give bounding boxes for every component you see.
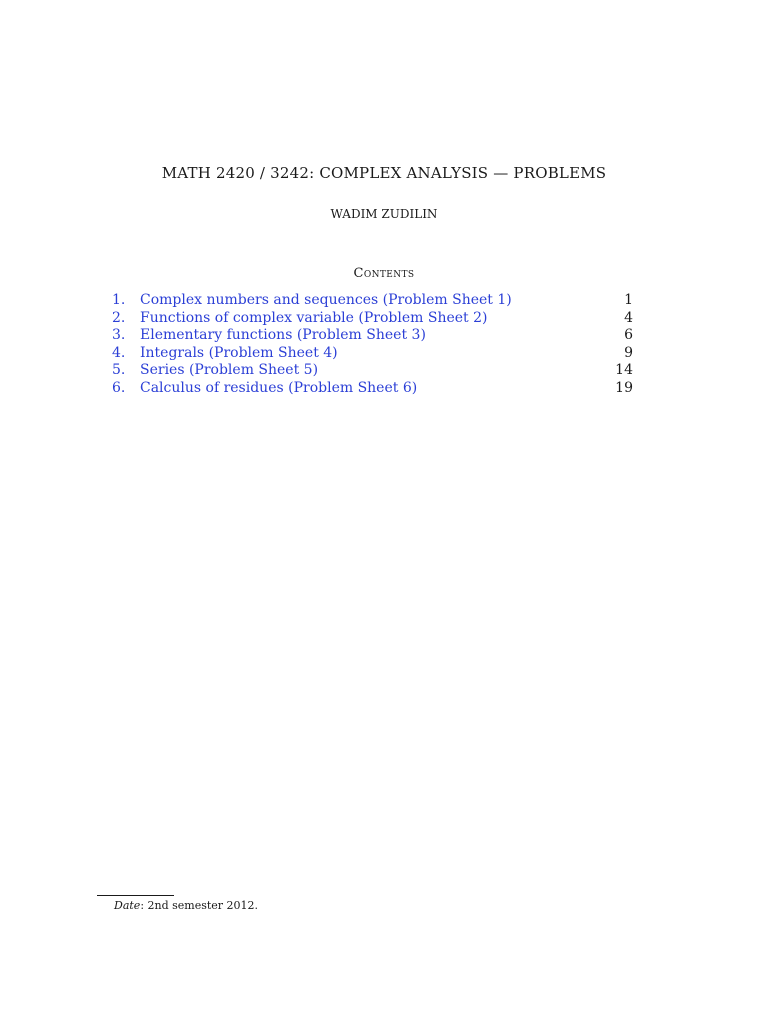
toc-entry-link[interactable]: Integrals (Problem Sheet 4): [140, 344, 338, 361]
toc-entry-page: 19: [615, 379, 633, 396]
toc-entry-number: 3.: [112, 327, 126, 344]
document-author: WADIM ZUDILIN: [330, 207, 438, 221]
toc-entry-page: 9: [624, 344, 633, 361]
footnote-divider: [97, 895, 174, 896]
toc-entry-1[interactable]: [112, 292, 633, 310]
table-of-contents: [112, 292, 633, 398]
toc-entry-4[interactable]: [112, 345, 633, 363]
toc-entry-page: 1: [624, 292, 633, 308]
toc-entry-page: 4: [624, 309, 633, 326]
toc-entry-link[interactable]: Functions of complex variable (Problem Sheet 2): [140, 309, 488, 326]
toc-entry-number: 2.: [112, 309, 126, 326]
toc-entry-link[interactable]: Elementary functions (Problem Sheet 3): [140, 327, 426, 344]
footnote-label: Date: [114, 899, 141, 912]
toc-entry-link[interactable]: Complex numbers and sequences (Problem Sheet 1): [140, 292, 512, 308]
toc-entry-link[interactable]: Calculus of residues (Problem Sheet 6): [140, 379, 418, 396]
toc-entry-2[interactable]: [112, 310, 633, 328]
toc-entry-number: 5.: [112, 362, 126, 379]
toc-entry-number: 6.: [112, 379, 126, 396]
toc-entry-page: 14: [615, 362, 633, 379]
document-title: MATH 2420 / 3242: COMPLEX ANALYSIS — PROBLEMS: [161, 164, 607, 182]
toc-entry-5[interactable]: [112, 362, 633, 380]
toc-entry-link[interactable]: Series (Problem Sheet 5): [140, 362, 319, 379]
toc-entry-number: 1.: [112, 292, 126, 308]
toc-entry-6[interactable]: [112, 380, 633, 398]
toc-entry-3[interactable]: [112, 327, 633, 345]
footnote: [114, 899, 258, 912]
contents-heading: Contents: [353, 266, 415, 281]
toc-entry-page: 6: [624, 327, 633, 344]
toc-entry-number: 4.: [112, 344, 126, 361]
footnote-text: : 2nd semester 2012.: [140, 899, 259, 912]
